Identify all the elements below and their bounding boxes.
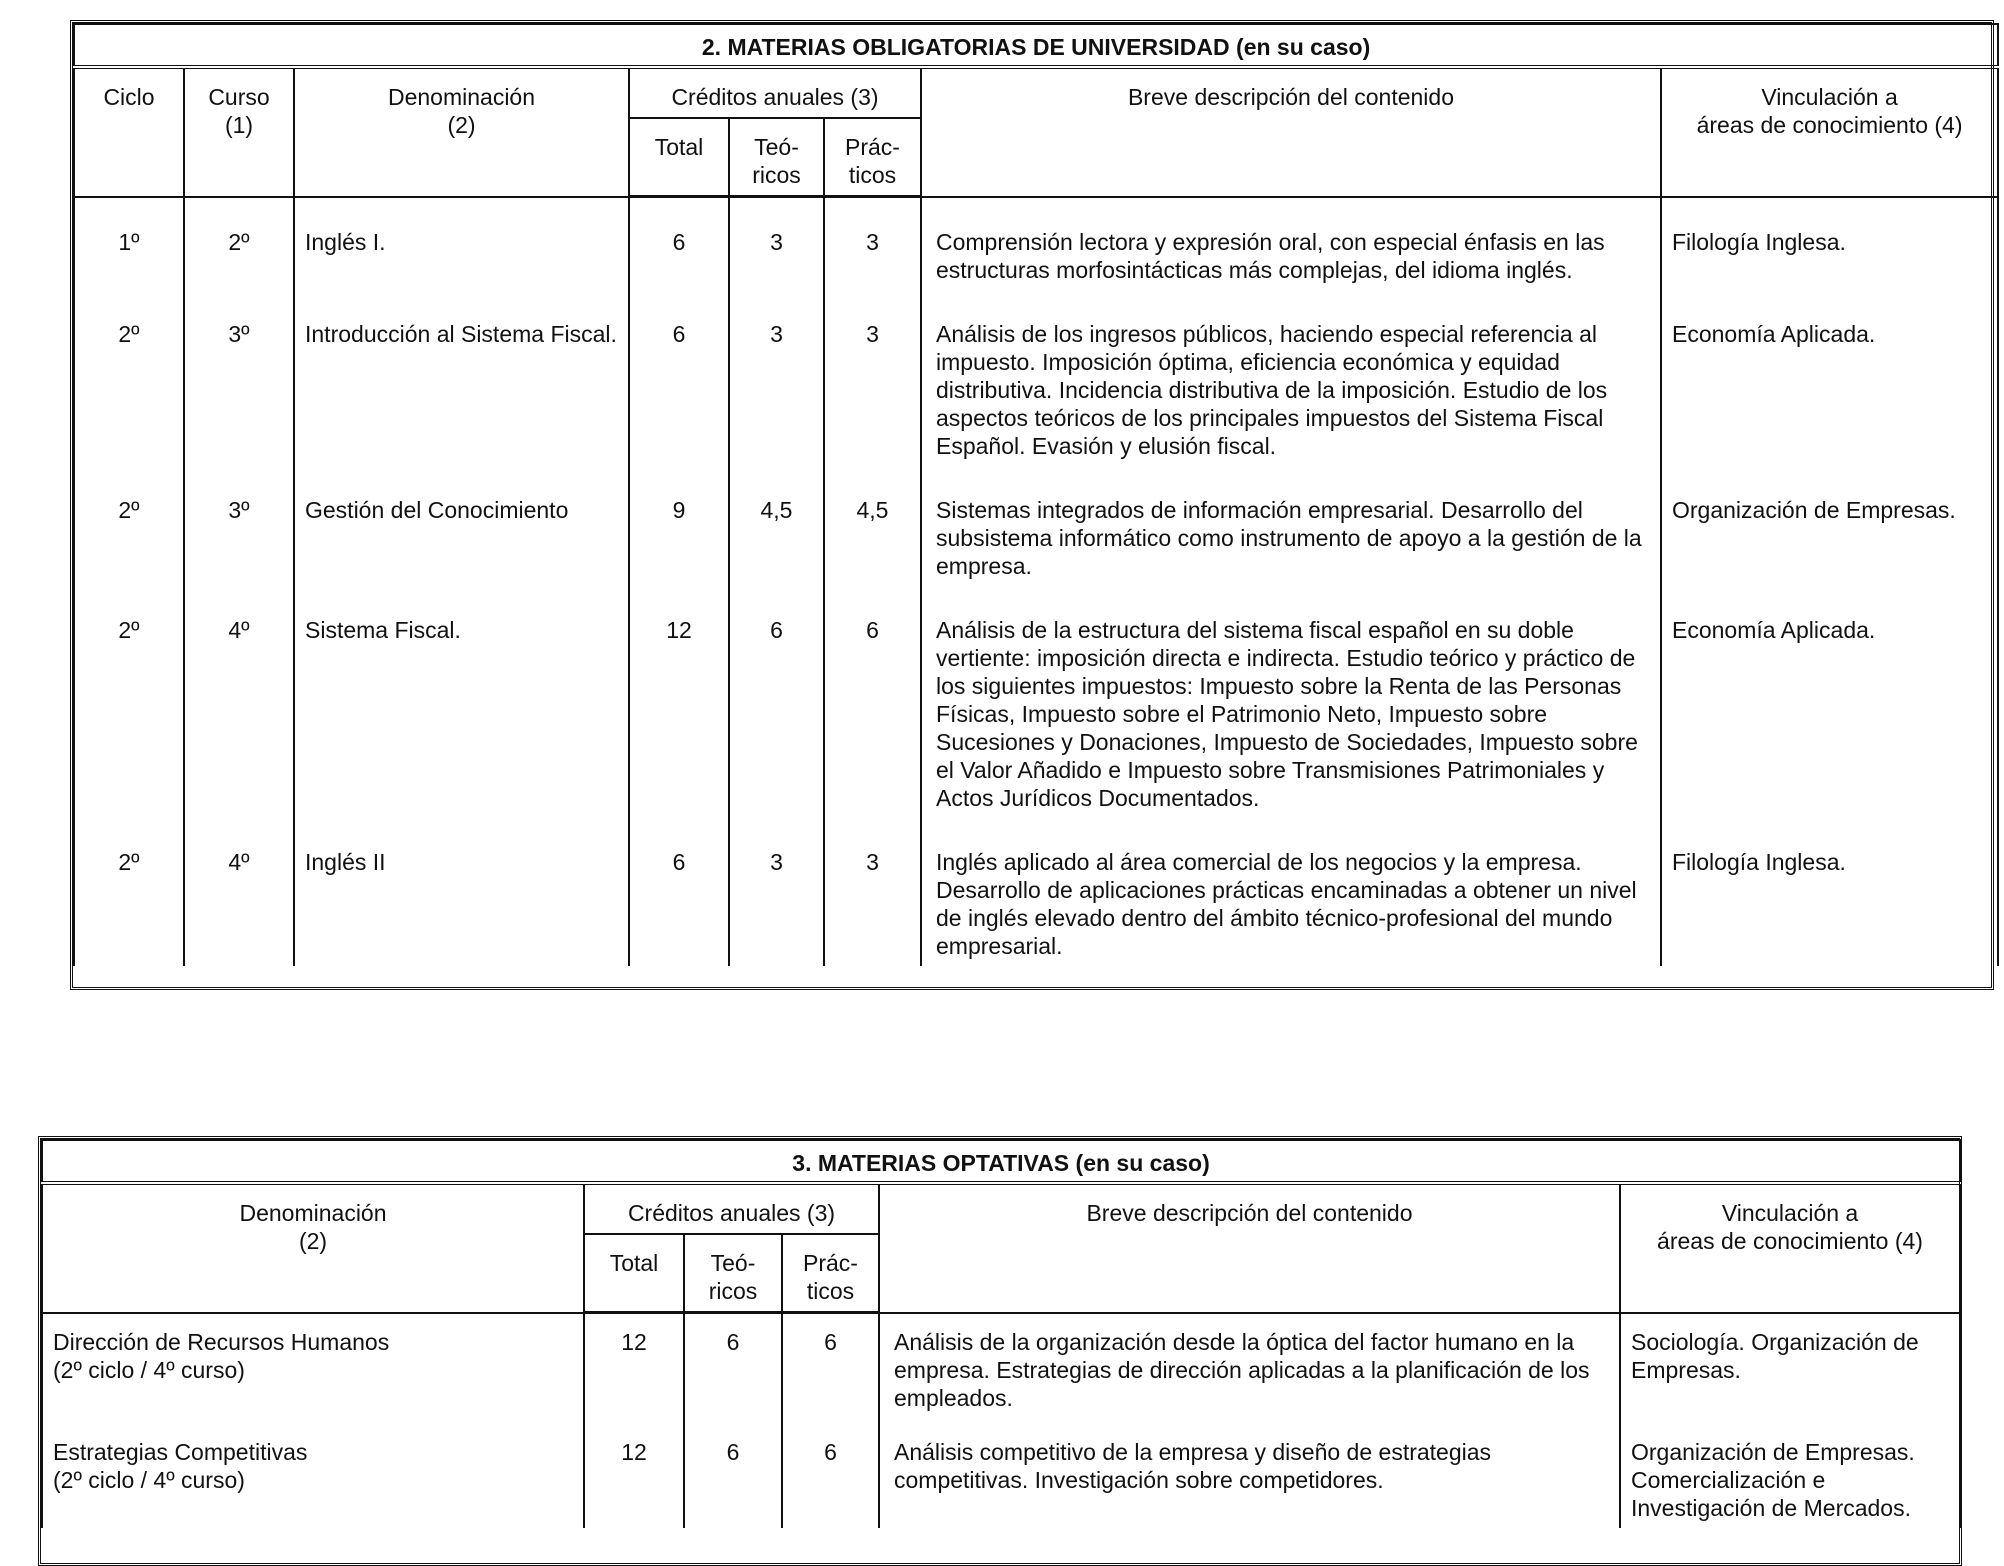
- cell-descripcion: Análisis de la estructura del sistema fiscal español en su doble vertiente: imposición directa e indirecta. Estudio teórico y práctico de los siguientes impuestos: Impuesto sobre la Renta de las Personas Físicas, Impuesto sobre el Patrimonio Neto, Impuesto sobre Sucesiones y Donaciones, Impuesto de Sociedades, Impuesto sobre el Valor Añadido e Impuesto sobre Transmisiones Patrimoniales y Actos Jurídicos Documentados.: [921, 586, 1661, 818]
- cell-total: 6: [629, 818, 729, 966]
- table-row: [74, 197, 1998, 290]
- cell-ciclo: 2º: [74, 290, 184, 466]
- cell-practicos: 6: [824, 586, 921, 818]
- cell-practicos: 3: [824, 290, 921, 466]
- cell-total: 9: [629, 466, 729, 586]
- table-row: [74, 466, 1998, 586]
- table-row: [74, 290, 1998, 466]
- cell-denominacion: Estrategias Competitivas (2º ciclo / 4º curso): [42, 1418, 584, 1528]
- col-header-vinculacion: Vinculación a áreas de conocimiento (4): [1661, 67, 1998, 197]
- table-row: [74, 818, 1998, 966]
- col-header-total: Total: [629, 118, 729, 197]
- table-row: [42, 1313, 1960, 1418]
- cell-descripcion: Inglés aplicado al área comercial de los negocios y la empresa. Desarrollo de aplicaciones prácticas encaminadas a obtener un nivel de inglés elevado dentro del ámbito técnico-profesional del mundo empresarial.: [921, 818, 1661, 966]
- col-header-teoricos: Teó- ricos: [729, 118, 824, 197]
- cell-total: 6: [629, 290, 729, 466]
- table-title: 2. MATERIAS OBLIGATORIAS DE UNIVERSIDAD (en su caso): [74, 24, 1998, 67]
- cell-curso: 3º: [184, 466, 294, 586]
- cell-denominacion: Inglés II: [294, 818, 629, 966]
- col-header-descripcion: Breve descripción del contenido: [921, 67, 1661, 197]
- cell-practicos: 6: [782, 1418, 879, 1528]
- col-header-curso: Curso (1): [184, 67, 294, 197]
- cell-descripcion: Análisis de la organización desde la óptica del factor humano en la empresa. Estrategias de dirección aplicadas a la planificación de los empleados.: [879, 1313, 1620, 1418]
- cell-vinculacion: Economía Aplicada.: [1661, 290, 1998, 466]
- cell-teoricos: 4,5: [729, 466, 824, 586]
- cell-denominacion: Inglés I.: [294, 197, 629, 290]
- cell-practicos: 3: [824, 197, 921, 290]
- cell-ciclo: 2º: [74, 466, 184, 586]
- cell-teoricos: 6: [684, 1418, 782, 1528]
- cell-ciclo: 2º: [74, 586, 184, 818]
- col-header-total: Total: [584, 1234, 684, 1313]
- col-header-creditos: Créditos anuales (3): [584, 1183, 879, 1234]
- cell-total: 12: [629, 586, 729, 818]
- cell-curso: 4º: [184, 586, 294, 818]
- cell-total: 12: [584, 1313, 684, 1418]
- cell-teoricos: 3: [729, 818, 824, 966]
- cell-denominacion: Introducción al Sistema Fiscal.: [294, 290, 629, 466]
- cell-teoricos: 6: [729, 586, 824, 818]
- cell-vinculacion: Filología Inglesa.: [1661, 818, 1998, 966]
- cell-denominacion: Sistema Fiscal.: [294, 586, 629, 818]
- cell-denominacion: Gestión del Conocimiento: [294, 466, 629, 586]
- col-header-practicos: Prác- ticos: [782, 1234, 879, 1313]
- cell-curso: 3º: [184, 290, 294, 466]
- col-header-vinculacion: Vinculación a áreas de conocimiento (4): [1620, 1183, 1960, 1313]
- cell-descripcion: Análisis de los ingresos públicos, haciendo especial referencia al impuesto. Imposición óptima, eficiencia económica y equidad distributiva. Incidencia distributiva de la imposición. Estudio de los aspectos teóricos de los principales impuestos del Sistema Fiscal Español. Evasión y elusión fiscal.: [921, 290, 1661, 466]
- cell-vinculacion: Organización de Empresas. Comercialización e Investigación de Mercados.: [1620, 1418, 1960, 1528]
- col-header-descripcion: Breve descripción del contenido: [879, 1183, 1620, 1313]
- cell-descripcion: Análisis competitivo de la empresa y diseño de estrategias competitivas. Investigación sobre competidores.: [879, 1418, 1620, 1528]
- cell-descripcion: Sistemas integrados de información empresarial. Desarrollo del subsistema informático como instrumento de apoyo a la gestión de la empresa.: [921, 466, 1661, 586]
- cell-denominacion: Dirección de Recursos Humanos (2º ciclo / 4º curso): [42, 1313, 584, 1418]
- col-header-denominacion: Denominación (2): [42, 1183, 584, 1313]
- col-header-creditos: Créditos anuales (3): [629, 67, 921, 118]
- col-header-denominacion: Denominación (2): [294, 67, 629, 197]
- obligatorias-table: [70, 20, 1994, 990]
- col-header-ciclo: Ciclo: [74, 67, 184, 197]
- cell-teoricos: 3: [729, 197, 824, 290]
- cell-teoricos: 6: [684, 1313, 782, 1418]
- cell-total: 6: [629, 197, 729, 290]
- cell-practicos: 3: [824, 818, 921, 966]
- cell-curso: 4º: [184, 818, 294, 966]
- cell-practicos: 4,5: [824, 466, 921, 586]
- cell-vinculacion: Organización de Empresas.: [1661, 466, 1998, 586]
- table-row: [42, 1418, 1960, 1528]
- cell-vinculacion: Sociología. Organización de Empresas.: [1620, 1313, 1960, 1418]
- table-row: [74, 586, 1998, 818]
- cell-practicos: 6: [782, 1313, 879, 1418]
- cell-vinculacion: Filología Inglesa.: [1661, 197, 1998, 290]
- col-header-teoricos: Teó- ricos: [684, 1234, 782, 1313]
- cell-teoricos: 3: [729, 290, 824, 466]
- cell-ciclo: 1º: [74, 197, 184, 290]
- cell-descripcion: Comprensión lectora y expresión oral, con especial énfasis en las estructuras morfosintácticas más complejas, del idioma inglés.: [921, 197, 1661, 290]
- col-header-practicos: Prác- ticos: [824, 118, 921, 197]
- cell-curso: 2º: [184, 197, 294, 290]
- optativas-table: [38, 1136, 1962, 1566]
- cell-ciclo: 2º: [74, 818, 184, 966]
- table-title: 3. MATERIAS OPTATIVAS (en su caso): [42, 1140, 1960, 1183]
- cell-vinculacion: Economía Aplicada.: [1661, 586, 1998, 818]
- cell-total: 12: [584, 1418, 684, 1528]
